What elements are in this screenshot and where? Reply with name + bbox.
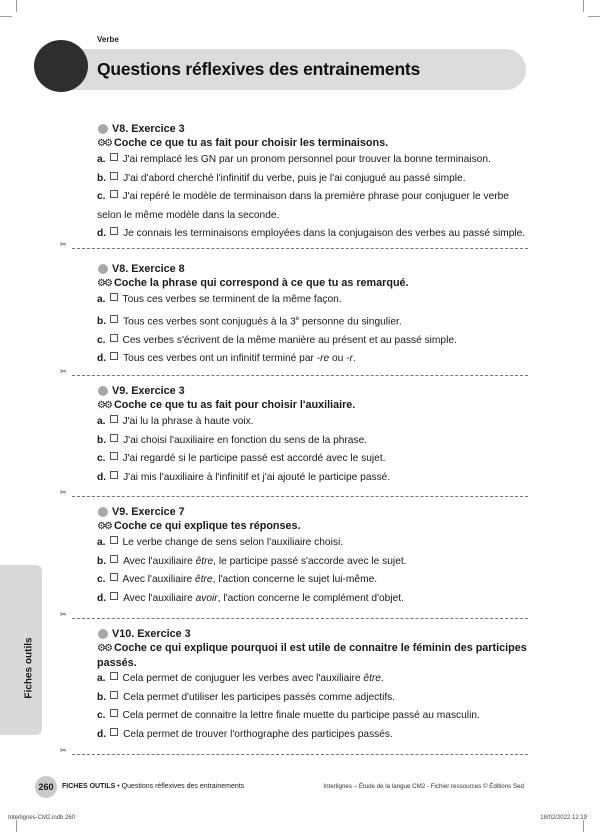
checkbox[interactable] (110, 190, 118, 198)
cut-line (60, 610, 528, 624)
page-title: Questions réflexives des entrainements (97, 59, 421, 79)
page-number: 260 (38, 782, 54, 792)
option-d[interactable]: d. J'ai mis l'auxiliaire à l'infinitif et j'ai ajouté le participe passé. (97, 471, 391, 483)
gears-icon: ⚙⚙ (97, 521, 111, 532)
option-c[interactable]: c. J'ai repéré le modèle de terminaison dans la première phrase pour conjuguer le verbe selon le même modèle dans la seconde. (97, 191, 509, 221)
checkbox[interactable] (110, 573, 118, 581)
exercise-instruction: ⚙⚙ Coche ce qui explique tes réponses. (97, 520, 301, 532)
checkbox[interactable] (110, 172, 118, 180)
gears-icon: ⚙⚙ (97, 138, 111, 149)
bullet-icon (98, 507, 108, 517)
option-a[interactable]: a. Tous ces verbes se terminent de la même façon. (97, 294, 342, 305)
cut-line (60, 488, 528, 502)
option-d[interactable]: d. Je connais les terminaisons employées dans la conjugaison des verbes au passé simple. (97, 228, 526, 240)
exercise-block (97, 262, 529, 369)
checkbox[interactable] (110, 592, 118, 600)
banner-oval (34, 40, 88, 92)
scissors-icon: ✂ (60, 610, 67, 619)
checkbox[interactable] (110, 555, 118, 563)
scissors-icon: ✂ (60, 367, 67, 376)
print-date: 18/02/2022 12:19 (540, 815, 587, 821)
bullet-icon (98, 386, 108, 396)
cut-line (60, 240, 528, 254)
option-d[interactable]: d. Cela permet de trouver l'orthographe des participes passés. (97, 728, 393, 740)
gears-icon: ⚙⚙ (97, 643, 111, 654)
checkbox[interactable] (110, 315, 118, 323)
exercise-title: V10. Exercice 3 (97, 627, 529, 641)
exercise-title: V9. Exercice 3 (97, 384, 529, 398)
bullet-icon (98, 264, 108, 274)
checkbox[interactable] (110, 415, 118, 423)
option-b[interactable]: b. Cela permet d'utiliser les participes passés comme adjectifs. (97, 691, 396, 703)
checkbox[interactable] (110, 728, 118, 736)
checkbox[interactable] (110, 709, 118, 717)
option-c[interactable]: c. Cela permet de connaitre la lettre finale muette du participe passé au masculin. (97, 710, 480, 722)
footer-right: Interlignes – Étude de la langue CM2 - Fichier ressources © Éditions Sed (323, 783, 524, 790)
exercise-instruction: ⚙⚙ Coche ce que tu as fait pour choisir l'auxiliaire. (97, 399, 356, 411)
cut-line (60, 367, 528, 381)
option-c[interactable]: c. J'ai regardé si le participe passé est accordé avec le sujet. (97, 453, 386, 465)
checkbox[interactable] (110, 352, 118, 360)
side-tab-label: Fiches outils (23, 637, 35, 699)
scissors-icon: ✂ (60, 488, 67, 497)
option-a[interactable]: a. Le verbe change de sens selon l'auxiliaire choisi. (97, 537, 344, 548)
exercise-instruction: ⚙⚙ Coche ce qui explique pourquoi il est utile de connaitre le féminin des participes passés. (97, 642, 527, 669)
option-a[interactable]: a. J'ai lu la phrase à haute voix. (97, 416, 254, 427)
exercise-instruction: ⚙⚙ Coche ce que tu as fait pour choisir les terminaisons. (97, 137, 389, 149)
option-c[interactable]: c. Avec l'auxiliaire être, l'action concerne le sujet lui-même. (97, 574, 378, 586)
gears-icon: ⚙⚙ (97, 400, 111, 411)
exercise-block (97, 384, 529, 487)
checkbox[interactable] (110, 293, 118, 301)
option-c[interactable]: c. Ces verbes s'écrivent de la même manière au présent et au passé simple. (97, 334, 457, 346)
scissors-icon: ✂ (60, 240, 67, 249)
exercise-title: V8. Exercice 3 (97, 122, 529, 136)
print-file-info: Interlignes-CM2.indb 260 (8, 815, 76, 821)
option-b[interactable]: b. Tous ces verbes sont conjugués à la 3e personne du singulier. (97, 315, 402, 327)
cut-line (60, 746, 528, 760)
option-d[interactable]: d. Avec l'auxiliaire avoir, l'action concerne le complément d'objet. (97, 592, 404, 604)
checkbox[interactable] (110, 334, 118, 342)
exercise-block (97, 122, 529, 244)
exercise-title: V9. Exercice 7 (97, 505, 529, 519)
option-a[interactable]: a. J'ai remplacé les GN par un pronom personnel pour trouver la bonne terminaison. (97, 154, 491, 165)
option-b[interactable]: b. J'ai d'abord cherché l'infinitif du verbe, puis je l'ai conjugué au passé simple. (97, 172, 466, 184)
checkbox[interactable] (110, 672, 118, 680)
section-label: Verbe (97, 35, 119, 44)
checkbox[interactable] (110, 153, 118, 161)
exercise-block (97, 505, 529, 608)
option-b[interactable]: b. Avec l'auxiliaire être, le participe passé s'accorde avec le sujet. (97, 555, 407, 567)
checkbox[interactable] (110, 227, 118, 235)
checkbox[interactable] (110, 452, 118, 460)
exercise-instruction: ⚙⚙ Coche la phrase qui correspond à ce que tu as remarqué. (97, 277, 409, 289)
bullet-icon (98, 629, 108, 639)
exercise-title: V8. Exercice 8 (97, 262, 529, 276)
checkbox[interactable] (110, 536, 118, 544)
checkbox[interactable] (110, 434, 118, 442)
option-d[interactable]: d. Tous ces verbes ont un infinitif terminé par -re ou -r. (97, 353, 356, 365)
bullet-icon (98, 124, 108, 134)
footer-left: FICHES OUTILS • Questions réflexives des entrainements (62, 783, 245, 790)
gears-icon: ⚙⚙ (97, 278, 111, 289)
exercise-block (97, 627, 529, 744)
option-b[interactable]: b. J'ai choisi l'auxiliaire en fonction du sens de la phrase. (97, 434, 368, 446)
checkbox[interactable] (110, 471, 118, 479)
option-a[interactable]: a. Cela permet de conjuguer les verbes avec l'auxiliaire être. (97, 673, 384, 684)
side-tab (0, 565, 42, 735)
checkbox[interactable] (110, 691, 118, 699)
scissors-icon: ✂ (60, 746, 67, 755)
